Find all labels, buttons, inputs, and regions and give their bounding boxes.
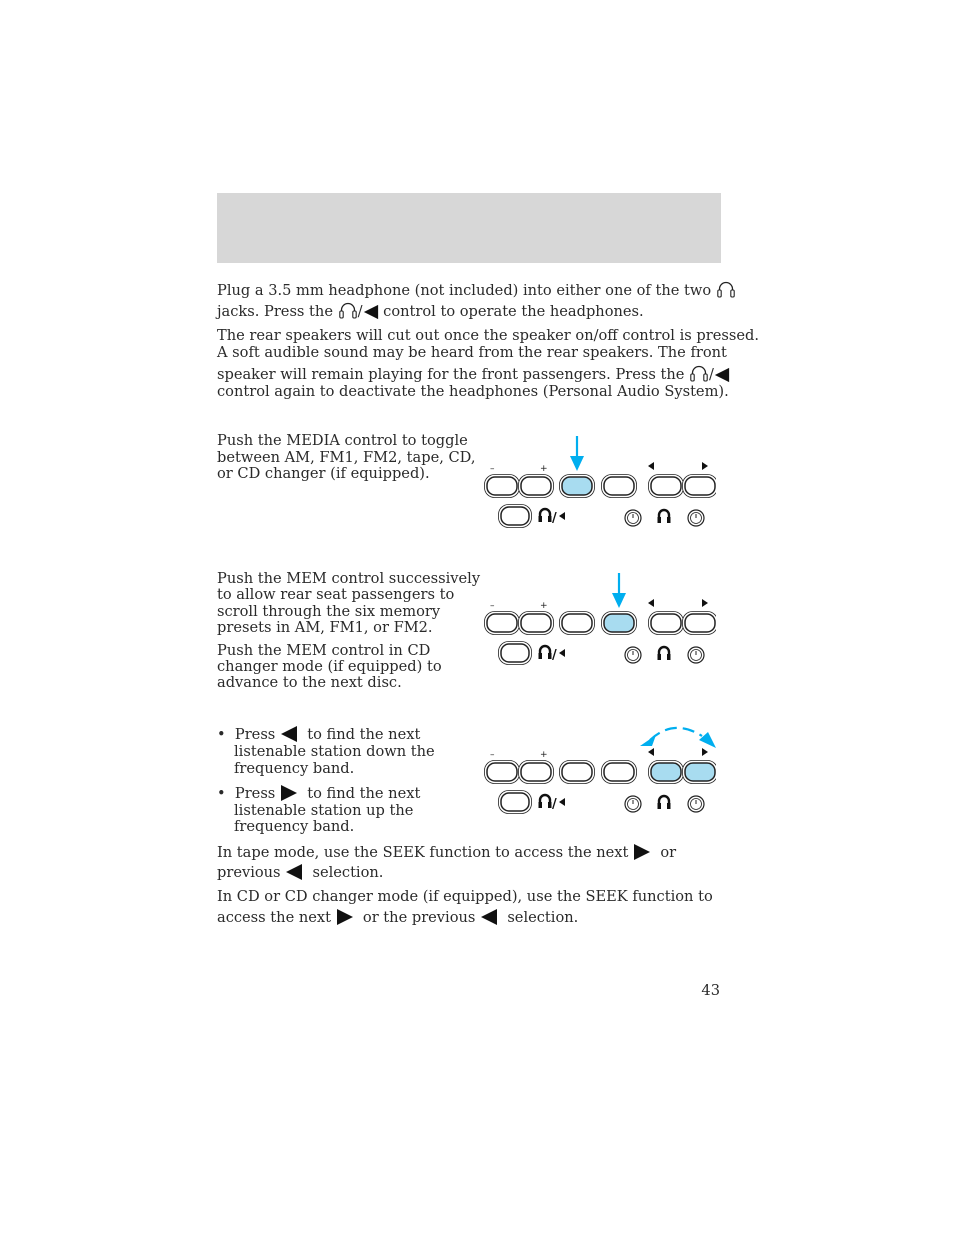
media-line-2: between AM, FM1, FM2, tape, CD, xyxy=(217,449,476,466)
volume-down-button xyxy=(487,763,517,781)
media-button xyxy=(562,477,592,495)
volume-plus-label: + xyxy=(540,750,548,760)
mem-button xyxy=(604,477,634,495)
volume-down-button xyxy=(487,614,517,632)
seek-right-icon xyxy=(280,784,298,802)
tape-line-2: previous selection. xyxy=(217,864,384,881)
seek-down-button xyxy=(651,477,681,495)
intro-line-2: jacks. Press the / control to operate the headphones. xyxy=(217,300,644,320)
seek-arc-arrow-head-left xyxy=(640,735,656,746)
headphone-icon xyxy=(716,279,736,299)
mem-button xyxy=(604,763,634,781)
mem-control-figure xyxy=(484,571,716,681)
seek-bullet-2-line-3: frequency band. xyxy=(234,818,355,835)
seek-up-button xyxy=(685,614,715,632)
media-control-figure xyxy=(484,434,716,544)
headphone-icon xyxy=(539,509,552,522)
headphone-icon xyxy=(689,363,709,383)
seek-left-icon xyxy=(648,462,654,470)
page-number: 43 xyxy=(701,982,720,999)
mem-p2-line-1: Push the MEM control in CD xyxy=(217,642,431,659)
seek-control-figure xyxy=(484,718,716,828)
seek-left-icon xyxy=(559,649,565,657)
seek-left-icon xyxy=(480,908,498,926)
seek-left-icon xyxy=(559,512,565,520)
intro-para2-line-1: The rear speakers will cut out once the speaker on/off control is pressed. xyxy=(217,327,759,344)
seek-left-icon xyxy=(280,725,298,743)
media-button xyxy=(562,763,592,781)
volume-up-button xyxy=(521,763,551,781)
speaker-toggle-button xyxy=(501,507,529,525)
seek-bullet-1-line-1: • Press to find the next xyxy=(217,726,421,743)
seek-right-icon xyxy=(702,748,708,756)
intro-para2-line-2: A soft audible sound may be heard from the rear speakers. The front xyxy=(217,344,727,361)
seek-bullet-2-line-1: • Press to find the next xyxy=(217,785,421,802)
seek-right-icon xyxy=(702,599,708,607)
seek-right-icon xyxy=(336,908,354,926)
control-panel-diagram xyxy=(484,571,716,681)
headphone-icon xyxy=(338,300,358,320)
mem-p1-line-2: to allow rear seat passengers to xyxy=(217,586,455,603)
pointer-arrow-head xyxy=(612,593,626,608)
intro-para2-line-4: control again to deactivate the headphones (Personal Audio System). xyxy=(217,383,729,400)
seek-arc-arrow xyxy=(650,728,702,740)
seek-left-icon xyxy=(714,367,730,383)
slash-label: / xyxy=(552,511,557,526)
mem-p1-line-4: presets in AM, FM1, or FM2. xyxy=(217,619,433,636)
slash-label: / xyxy=(552,648,557,663)
tape-line-1: In tape mode, use the SEEK function to access the next or xyxy=(217,844,677,861)
slash-label: / xyxy=(552,797,557,812)
headphone-icon xyxy=(539,646,552,659)
speaker-toggle-button xyxy=(501,644,529,662)
mem-p1-line-1: Push the MEM control successively xyxy=(217,570,481,587)
seek-left-icon xyxy=(363,304,379,320)
seek-down-button xyxy=(651,763,681,781)
control-panel-diagram xyxy=(484,718,716,828)
seek-left-icon xyxy=(648,748,654,756)
seek-left-icon xyxy=(648,599,654,607)
volume-plus-label: + xyxy=(540,464,548,474)
volume-up-button xyxy=(521,477,551,495)
seek-right-icon xyxy=(633,843,651,861)
volume-minus-label: – xyxy=(490,464,495,474)
seek-bullet-2-line-2: listenable station up the xyxy=(234,802,414,819)
headphone-icon xyxy=(539,795,552,808)
cd-line-2: access the next or the previous selection. xyxy=(217,909,579,926)
intro-para2-line-3: speaker will remain playing for the front passengers. Press the / xyxy=(217,363,730,383)
seek-up-button xyxy=(685,763,715,781)
mem-p2-line-3: advance to the next disc. xyxy=(217,674,402,691)
section-header-bar xyxy=(217,193,721,263)
mem-p1-line-3: scroll through the six memory xyxy=(217,603,441,620)
seek-left-icon xyxy=(285,863,303,881)
seek-down-button xyxy=(651,614,681,632)
headphone-jack-icon xyxy=(658,796,671,809)
seek-left-icon xyxy=(559,798,565,806)
volume-minus-label: – xyxy=(490,601,495,611)
volume-plus-label: + xyxy=(540,601,548,611)
media-line-1: Push the MEDIA control to toggle xyxy=(217,432,468,449)
media-line-3: or CD changer (if equipped). xyxy=(217,465,430,482)
volume-minus-label: – xyxy=(490,750,495,760)
speaker-toggle-button xyxy=(501,793,529,811)
control-panel-diagram xyxy=(484,434,716,544)
volume-up-button xyxy=(521,614,551,632)
headphone-jack-icon xyxy=(658,647,671,660)
media-button xyxy=(562,614,592,632)
seek-right-icon xyxy=(702,462,708,470)
seek-bullet-1-line-2: listenable station down the xyxy=(234,743,435,760)
seek-up-button xyxy=(685,477,715,495)
mem-p2-line-2: changer mode (if equipped) to xyxy=(217,658,442,675)
seek-arc-arrow-head-right xyxy=(699,732,716,748)
seek-bullet-1-line-3: frequency band. xyxy=(234,760,355,777)
volume-down-button xyxy=(487,477,517,495)
mem-button xyxy=(604,614,634,632)
headphone-jack-icon xyxy=(658,510,671,523)
cd-line-1: In CD or CD changer mode (if equipped), use the SEEK function to xyxy=(217,888,713,905)
pointer-arrow-head xyxy=(570,456,584,471)
intro-line-1: Plug a 3.5 mm headphone (not included) into either one of the two xyxy=(217,279,736,299)
